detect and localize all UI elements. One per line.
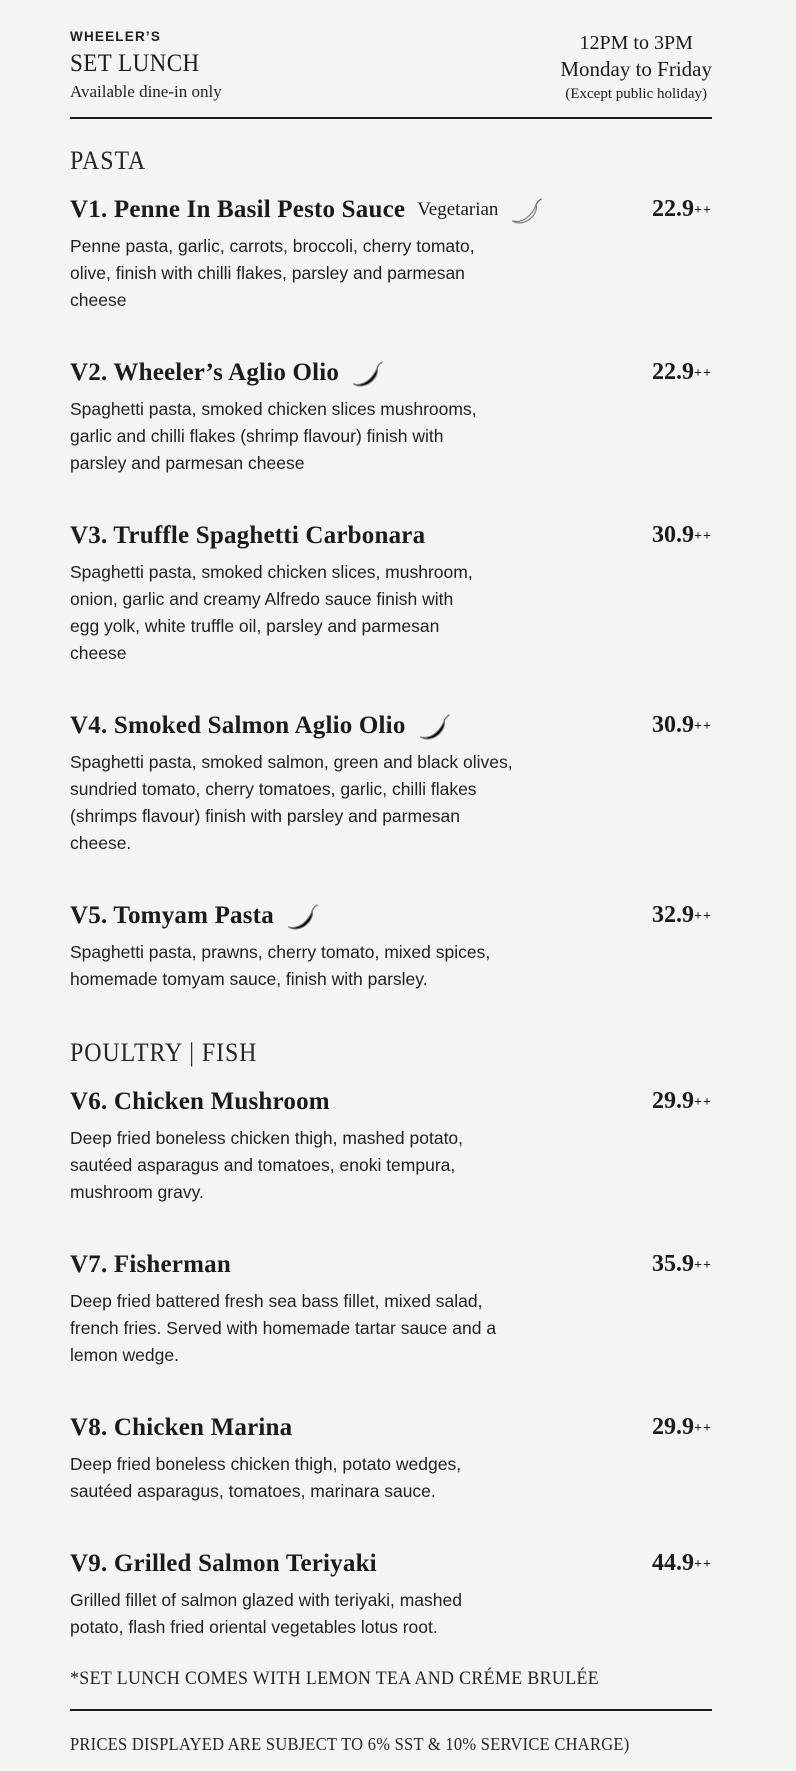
menu-item-description: Deep fried boneless chicken thigh, mashed potato, sautéed asparagus and tomatoes, enoki tempura, mushroom gravy.	[70, 1128, 464, 1202]
chilli-icon	[418, 714, 450, 741]
price-suffix: ++	[694, 529, 712, 544]
holiday-note: (Except public holiday)	[565, 86, 707, 102]
section-poultry-fish	[70, 1037, 712, 1641]
menu-item-description: Deep fried boneless chicken thigh, potato wedges, sautéed asparagus, tomatoes, marinara sauce.	[70, 1454, 462, 1501]
menu-item-v8	[70, 1411, 712, 1505]
menu-item-description: Penne pasta, garlic, carrots, broccoli, cherry tomato, olive, finish with chilli flakes, parsley and parmesan cheese	[70, 236, 475, 310]
header-right	[560, 28, 712, 105]
service-days: Monday to Friday	[560, 57, 712, 81]
price-suffix: ++	[694, 1258, 712, 1273]
menu-item-description: Grilled fillet of salmon glazed with teriyaki, mashed potato, flash fried oriental vegetables lotus root.	[70, 1590, 462, 1637]
menu-item-price: 30.9++	[652, 712, 712, 738]
menu-item-header	[70, 356, 712, 390]
menu-item-description: Spaghetti pasta, smoked salmon, green and black olives, sundried tomato, cherry tomatoes, garlic, chilli flakes (shrimps flavour) finish with parsley and parmesan cheese.	[70, 752, 513, 853]
menu-item-header	[70, 1547, 712, 1581]
menu-item-description: Spaghetti pasta, prawns, cherry tomato, mixed spices, homemade tomyam sauce, finish with parsley.	[70, 942, 491, 989]
menu-item-price: 32.9++	[652, 902, 712, 928]
menu-item-header	[70, 1085, 712, 1119]
header-divider	[70, 117, 712, 119]
menu-item-name: V5. Tomyam Pasta	[70, 902, 274, 929]
menu-item-v9	[70, 1547, 712, 1641]
menu-item-price: 29.9++	[652, 1414, 712, 1440]
menu-item-header	[70, 519, 712, 553]
menu-item-price: 30.9++	[652, 522, 712, 548]
price-suffix: ++	[694, 1095, 712, 1110]
brand-name: WHEELER’S	[70, 29, 162, 44]
menu-item-header	[70, 1411, 712, 1445]
price-suffix: ++	[694, 366, 712, 381]
service-hours: 12PM to 3PM	[579, 32, 693, 54]
chilli-icon	[510, 198, 542, 225]
menu-item-price: 29.9++	[652, 1088, 712, 1114]
menu-item-name: V6. Chicken Mushroom	[70, 1088, 330, 1115]
menu-item-v5	[70, 899, 712, 993]
menu-item-name: V7. Fisherman	[70, 1251, 231, 1278]
price-suffix: ++	[694, 203, 712, 218]
menu-item-header	[70, 1248, 712, 1282]
price-suffix: ++	[694, 1421, 712, 1436]
menu-item-price: 44.9++	[652, 1550, 712, 1576]
menu-item-header	[70, 899, 712, 933]
section-pasta	[70, 145, 712, 993]
set-lunch-footnote: *SET LUNCH COMES WITH LEMON TEA AND CRÉME BRULÉE	[70, 1668, 600, 1689]
menu-item-price: 35.9++	[652, 1251, 712, 1277]
menu-item-name: V2. Wheeler’s Aglio Olio	[70, 359, 340, 386]
menu-item-name: V3. Truffle Spaghetti Carbonara	[70, 522, 426, 549]
menu-item-v6	[70, 1085, 712, 1206]
menu-title: SET LUNCH	[70, 50, 200, 77]
footer-divider	[70, 1709, 712, 1711]
price-suffix: ++	[694, 909, 712, 924]
menu-item-v1	[70, 193, 712, 314]
availability-note: Available dine-in only	[70, 82, 222, 101]
menu-header	[70, 28, 712, 105]
menu-item-v7	[70, 1248, 712, 1369]
menu-item-header	[70, 193, 712, 227]
menu-item-description: Deep fried battered fresh sea bass fillet, mixed salad, french fries. Served with homemade tartar sauce and a lemon wedge.	[70, 1291, 497, 1365]
menu-item-description: Spaghetti pasta, smoked chicken slices, mushroom, onion, garlic and creamy Alfredo sauce finish with egg yolk, white truffle oil, parsley and parmesan cheese	[70, 562, 473, 663]
menu-item-description: Spaghetti pasta, smoked chicken slices mushrooms, garlic and chilli flakes (shrimp flavour) finish with parsley and parmesan cheese	[70, 399, 477, 473]
header-left	[70, 28, 222, 104]
menu-item-price: 22.9++	[652, 196, 712, 222]
price-disclaimer: PRICES DISPLAYED ARE SUBJECT TO 6% SST & 10% SERVICE CHARGE)	[70, 1734, 630, 1754]
menu-item-v2	[70, 356, 712, 477]
menu-item-name: V1. Penne In Basil Pesto Sauce	[70, 196, 406, 223]
section-heading-poultry-fish: POULTRY | FISH	[70, 1038, 258, 1067]
price-suffix: ++	[694, 719, 712, 734]
menu-item-price: 22.9++	[652, 359, 712, 385]
section-heading-pasta: PASTA	[70, 146, 147, 175]
menu-item-v3	[70, 519, 712, 667]
menu-item-name: V8. Chicken Marina	[70, 1414, 293, 1441]
menu-item-header	[70, 709, 712, 743]
menu-item-v4	[70, 709, 712, 857]
vegetarian-tag: Vegetarian	[417, 199, 499, 220]
chilli-icon	[351, 361, 383, 388]
price-suffix: ++	[694, 1557, 712, 1572]
chilli-icon	[286, 904, 318, 931]
menu-item-name: V4. Smoked Salmon Aglio Olio	[70, 712, 406, 739]
menu-item-name: V9. Grilled Salmon Teriyaki	[70, 1550, 377, 1577]
